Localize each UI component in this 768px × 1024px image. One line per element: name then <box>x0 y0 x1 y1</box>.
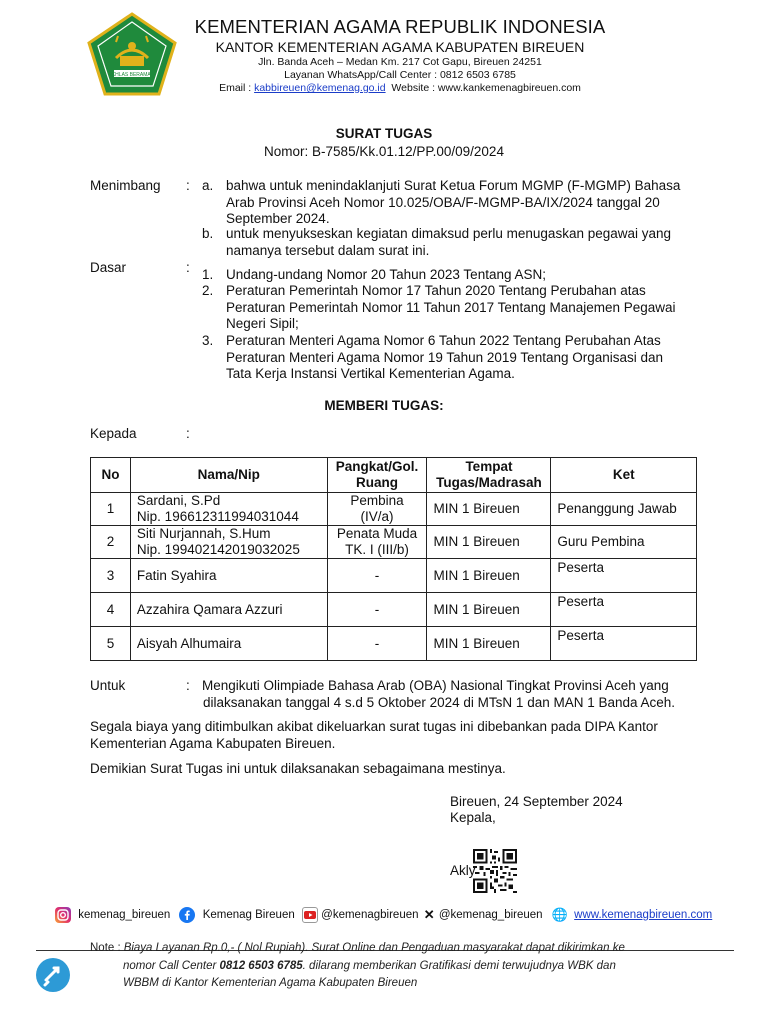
text-line: dilaksanakan tanggal 4 s.d 5 Oktober 2024 di MTsN 1 dan MAN 1 Banda Aceh. <box>203 694 676 710</box>
dasar-mark-2: 2. <box>202 283 214 298</box>
globe-icon: 🌐 <box>551 907 568 922</box>
cell-tempat: MIN 1 Bireuen <box>427 526 551 559</box>
social-bar <box>55 907 712 923</box>
facebook-icon <box>179 907 195 923</box>
office-address: Jln. Banda Aceh – Medan Km. 217 Cot Gapu, Bireuen 24251 <box>258 56 542 68</box>
text-line: Peraturan Pemerintah Nomor 17 Tahun 2020 Tentang Perubahan atas <box>226 283 646 298</box>
note-text: Biaya Layanan Rp.0,- ( Nol Rupiah). Surat Online dan Pengaduan masyarakat dapat dikirimkan ke <box>123 942 625 954</box>
text-line: untuk menyukseskan kegiatan dimaksud perlu menugaskan pegawai yang <box>226 226 672 241</box>
cell-tempat: MIN 1 Bireuen <box>427 559 551 593</box>
table-row <box>91 559 697 593</box>
youtube-handle[interactable]: @kemenagbireuen <box>321 909 419 921</box>
note-phone: 0812 6503 6785 <box>219 960 303 972</box>
menimbang-item-a <box>226 178 697 228</box>
cell-pangkat: - <box>327 593 427 627</box>
email-label: Email : <box>219 82 255 94</box>
text-line: Peraturan Pemerintah Nomor 11 Tahun 2017 Tentang Manajemen Pegawai <box>226 299 676 315</box>
table-header-row <box>91 458 697 493</box>
col-header-ket: Ket <box>551 458 697 493</box>
cell-no: 1 <box>91 493 131 526</box>
text-line: September 2024. <box>226 211 330 226</box>
logo-text: IKHLAS BERAMAL <box>110 72 154 78</box>
text-line: Mengikuti Olimpiade Bahasa Arab (OBA) Nasional Tingkat Provinsi Aceh yang <box>202 678 669 693</box>
website-label: Website : <box>385 82 438 94</box>
cell-ket: Peserta <box>551 627 697 661</box>
note-text: nomor Call Center <box>123 960 220 972</box>
menimbang-label: Menimbang <box>90 178 161 193</box>
dasar-item-1 <box>226 267 697 284</box>
cell-nama: Azzahira Qamara Azzuri <box>130 593 327 627</box>
cell-no: 5 <box>91 627 131 661</box>
untuk-colon: : <box>186 678 190 693</box>
sign-name: Akly <box>450 863 476 878</box>
youtube-icon <box>302 907 318 923</box>
cell-no: 2 <box>91 526 131 559</box>
cell-tempat: MIN 1 Bireuen <box>427 493 551 526</box>
document-title: SURAT TUGAS <box>335 126 433 141</box>
cell-pangkat: - <box>327 559 427 593</box>
col-header-pangkat: Pangkat/Gol. Ruang <box>327 458 427 493</box>
x-handle[interactable]: @kemenag_bireuen <box>438 909 543 921</box>
cell-ket: Guru Pembina <box>551 526 697 559</box>
table-row <box>91 627 697 661</box>
table-row <box>91 593 697 627</box>
col-header-tempat: Tempat Tugas/Madrasah <box>427 458 551 493</box>
text-line: Kementerian Agama Kabupaten Bireuen. <box>90 735 336 751</box>
sign-place-date: Bireuen, 24 September 2024 <box>450 794 623 809</box>
instagram-handle[interactable]: kemenag_bireuen <box>78 909 171 921</box>
biaya-paragraph <box>90 719 703 752</box>
website-link[interactable]: www.kemenagbireuen.com <box>574 909 713 921</box>
text-line: Undang-undang Nomor 20 Tahun 2023 Tentang ASN; <box>226 267 546 282</box>
menimbang-mark-a: a. <box>202 178 214 193</box>
cell-ket: Penanggung Jawab <box>551 493 697 526</box>
dasar-mark-1: 1. <box>202 267 214 282</box>
cell-pangkat: Penata Muda TK. I (III/b) <box>327 526 427 559</box>
cell-nama: Fatin Syahira <box>130 559 327 593</box>
cell-nama: Aisyah Alhumaira <box>130 627 327 661</box>
cell-pangkat: Pembina (IV/a) <box>327 493 427 526</box>
cell-no: 4 <box>91 593 131 627</box>
kemenag-logo <box>86 12 178 96</box>
text-line: Arab Provinsi Aceh Nomor 10.025/OBA/F-MGMP-BA/IX/2024 tanggal 20 <box>226 194 660 210</box>
kepada-label: Kepada <box>90 426 137 441</box>
untuk-text <box>202 678 703 711</box>
office-name: KANTOR KEMENTERIAN AGAMA KABUPATEN BIREUEN <box>215 39 585 55</box>
ministry-name: KEMENTERIAN AGAMA REPUBLIK INDONESIA <box>194 16 606 37</box>
text-line: Peraturan Menteri Agama Nomor 6 Tahun 2022 Tentang Perubahan Atas <box>226 333 661 348</box>
text-line: Segala biaya yang ditimbulkan akibat dikeluarkan surat tugas ini dibebankan pada DIPA Kantor <box>90 719 658 734</box>
service-logo-icon <box>36 958 70 992</box>
cell-pangkat: - <box>327 627 427 661</box>
text-line: Peraturan Menteri Agama Nomor 19 Tahun 2019 Tentang Organisasi dan <box>226 349 664 365</box>
note-label: Note : <box>90 942 121 954</box>
col-header-no: No <box>91 458 131 493</box>
cell-nama <box>130 493 327 526</box>
untuk-label: Untuk <box>90 678 126 693</box>
email-link[interactable]: kabbireuen@kemenag.go.id <box>254 82 386 94</box>
dasar-item-2 <box>226 283 697 333</box>
closing-paragraph: Demikian Surat Tugas ini untuk dilaksanakan sebagaimana mestinya. <box>90 761 506 776</box>
person-nip: Nip. 196612311994031044 <box>136 509 299 524</box>
office-phone: Layanan WhatsApp/Call Center : 0812 6503 6785 <box>284 69 516 81</box>
sign-role: Kepala, <box>450 810 496 825</box>
dasar-label: Dasar <box>90 260 127 275</box>
cell-ket: Peserta <box>551 559 697 593</box>
facebook-handle[interactable]: Kemenag Bireuen <box>202 909 295 921</box>
document-number: Nomor: B-7585/Kk.01.12/PP.00/09/2024 <box>264 144 504 159</box>
memberi-tugas-heading: MEMBERI TUGAS: <box>324 398 444 413</box>
menimbang-mark-b: b. <box>202 226 214 241</box>
instagram-icon <box>55 907 71 923</box>
cell-ket: Peserta <box>551 593 697 627</box>
table-row <box>91 493 697 526</box>
menimbang-item-b <box>226 226 697 259</box>
person-nip: Nip. 199402142019032025 <box>136 542 300 557</box>
note-text: . dilarang memberikan Gratifikasi demi terwujudnya WBK dan <box>302 960 616 972</box>
x-icon: ✕ <box>423 907 435 922</box>
note-line-2 <box>123 960 616 972</box>
text-line: Tata Kerja Instansi Vertikal Kementerian Agama. <box>226 366 515 381</box>
assignment-table <box>90 457 697 661</box>
person-name: Sardani, S.Pd <box>136 493 221 508</box>
text-line: Negeri Sipil; <box>226 316 299 331</box>
website-text: www.kankemenagbireuen.com <box>437 82 581 94</box>
qr-code-icon <box>473 849 517 893</box>
contact-line <box>180 82 620 94</box>
dasar-mark-3: 3. <box>202 333 214 348</box>
col-header-nama: Nama/Nip <box>130 458 327 493</box>
menimbang-colon: : <box>186 178 190 193</box>
text-line: bahwa untuk menindaklanjuti Surat Ketua Forum MGMP (F-MGMP) Bahasa <box>226 178 681 193</box>
text-line: namanya tersebut dalam surat ini. <box>226 242 430 258</box>
note-line-1 <box>90 942 625 954</box>
person-name: Siti Nurjannah, S.Hum <box>136 526 271 541</box>
note-line-3: WBBM di Kantor Kementerian Agama Kabupaten Bireuen <box>123 977 418 989</box>
cell-nama <box>130 526 327 559</box>
cell-no: 3 <box>91 559 131 593</box>
table-row <box>91 526 697 559</box>
cell-tempat: MIN 1 Bireuen <box>427 627 551 661</box>
dasar-colon: : <box>186 260 190 275</box>
dasar-item-3 <box>226 333 697 383</box>
cell-tempat: MIN 1 Bireuen <box>427 593 551 627</box>
kepada-colon: : <box>186 426 190 441</box>
